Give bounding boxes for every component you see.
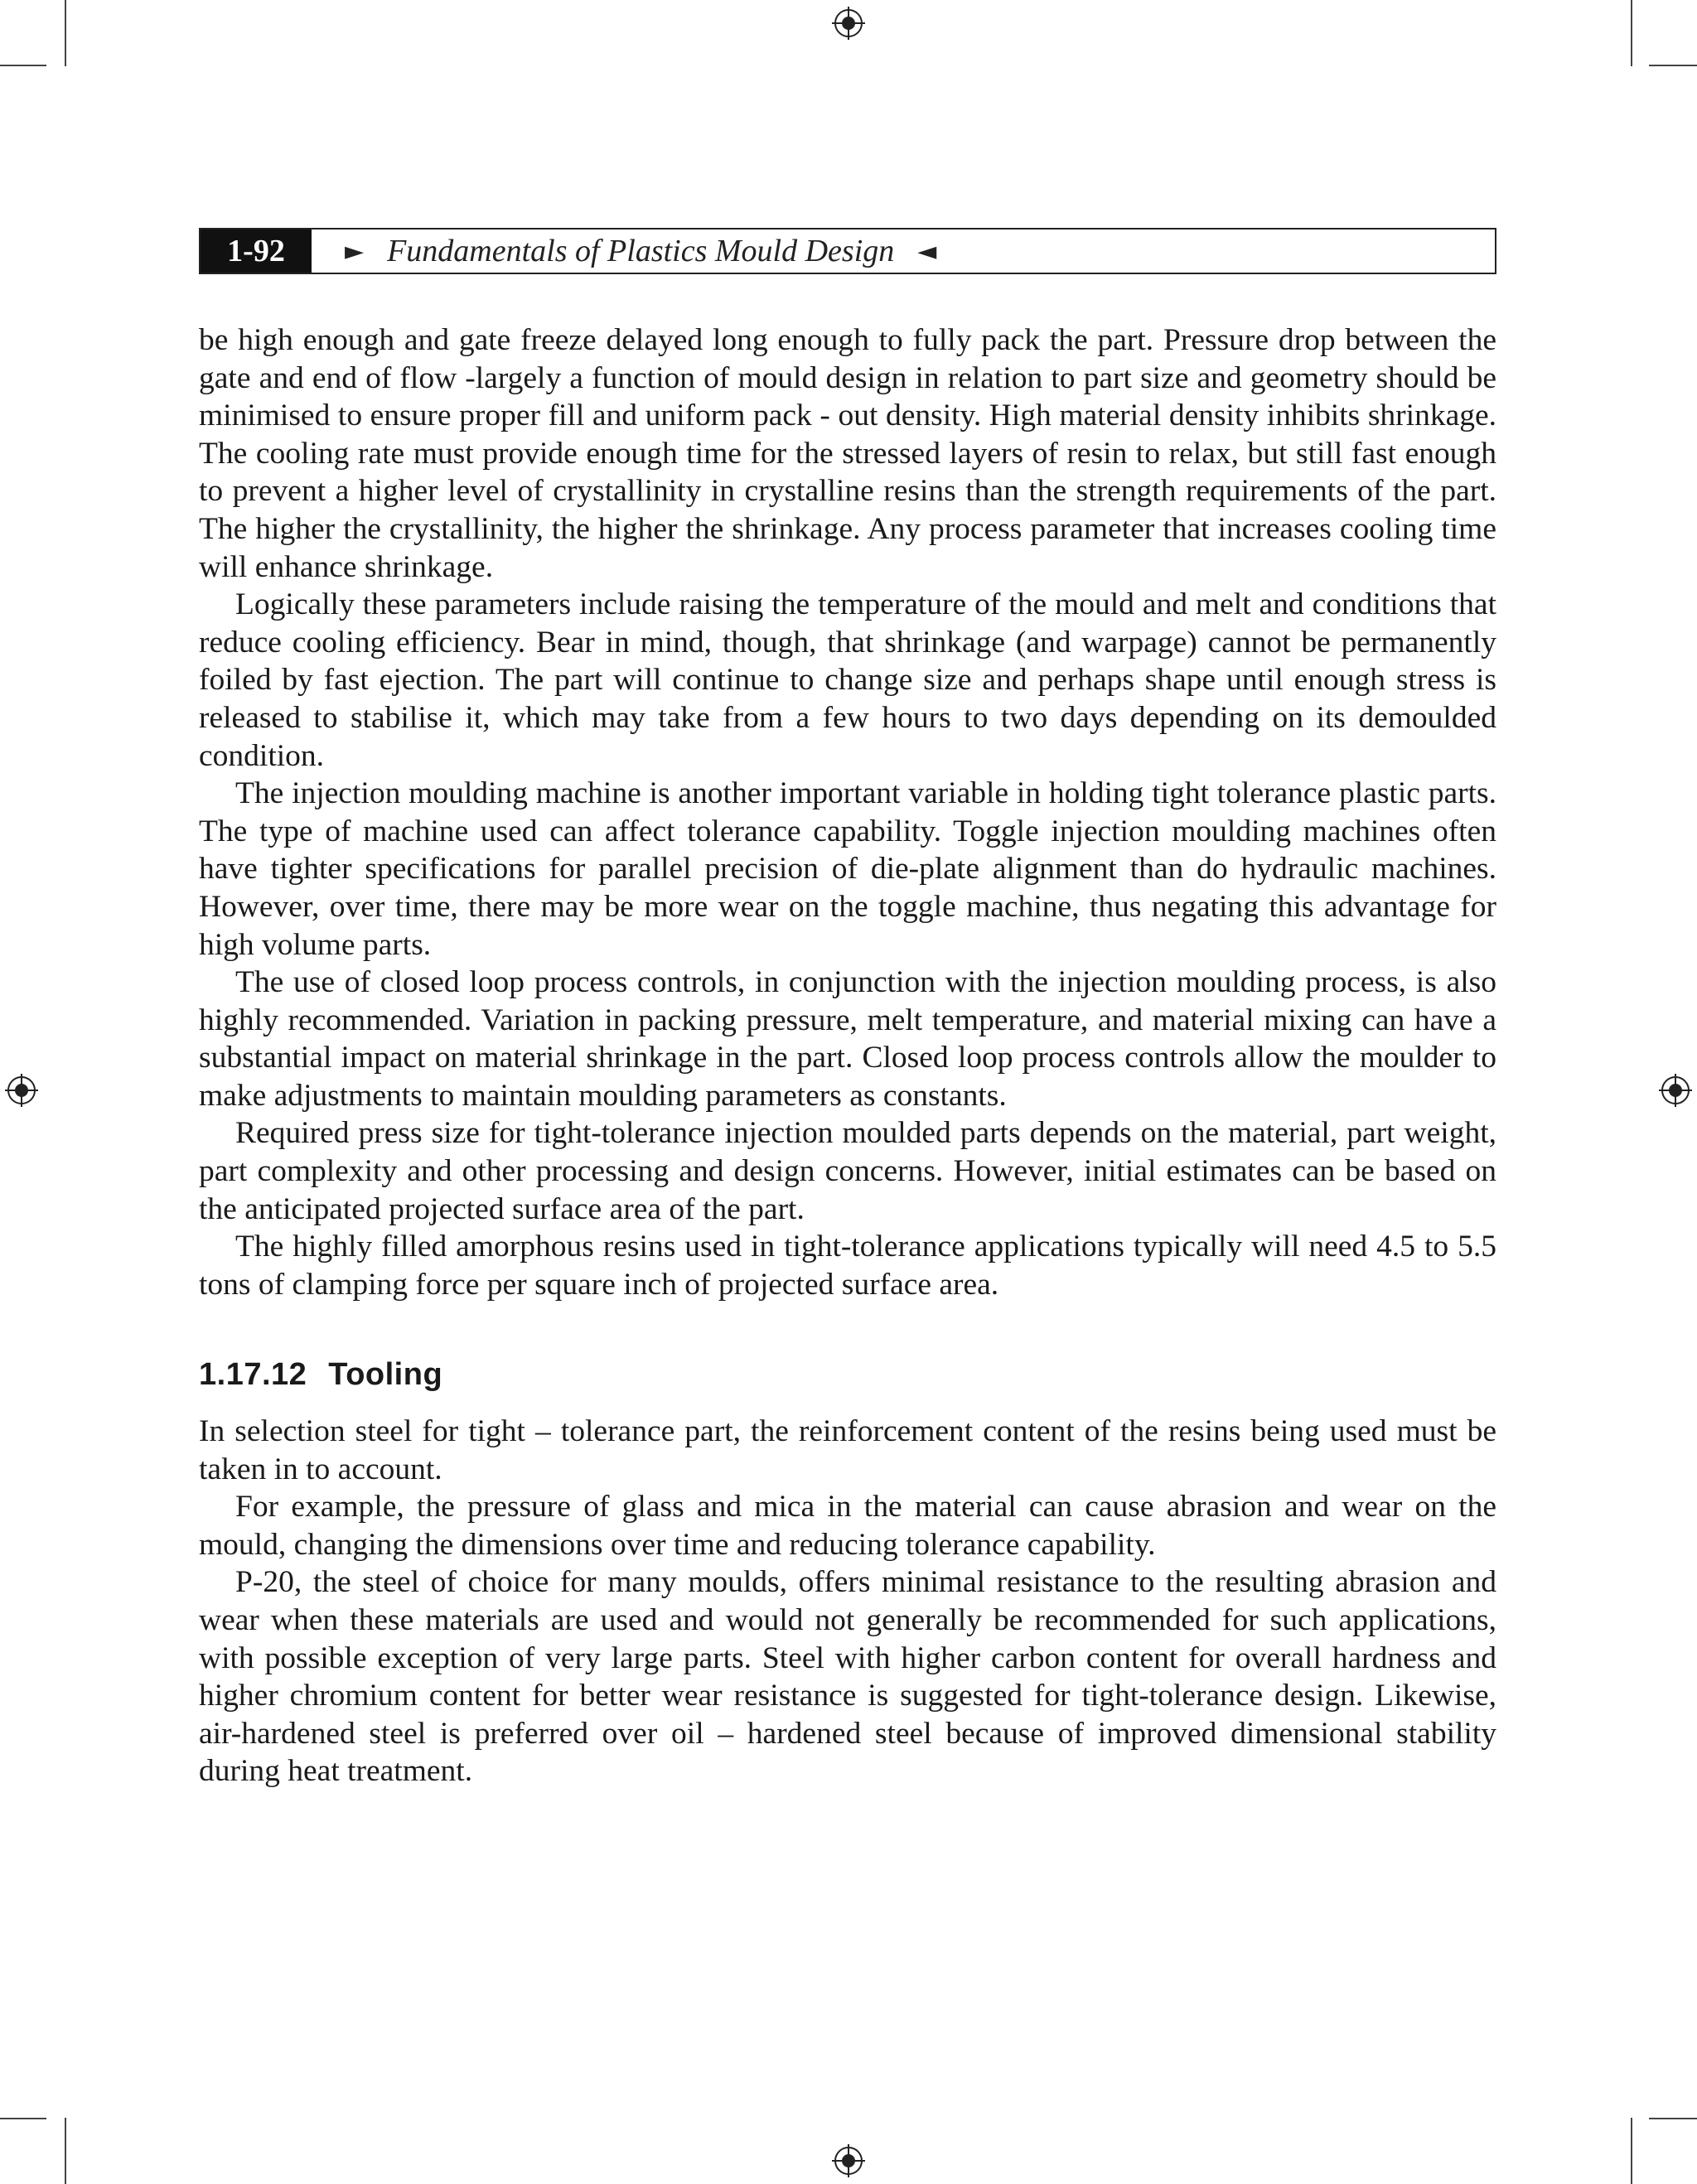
- page-body: [199, 321, 1496, 1790]
- crop-mark-bottom-right-v: [1631, 2118, 1632, 2184]
- registration-mark-top-icon: [832, 7, 865, 40]
- section-heading: [199, 1356, 1496, 1394]
- crop-mark-bottom-left-h: [0, 2118, 46, 2119]
- right-arrow-icon: ►: [345, 236, 365, 266]
- crop-mark-top-left-v: [65, 0, 66, 66]
- paragraph: The injection moulding machine is another important variable in holding tight tolerance plastic parts. The type of machine used can affect tolerance capability. Toggle injection moulding machines often have tighter specifications for parallel precision of die-plate alignment than do hydraulic machines. However, over time, there may be more wear on the toggle machine, thus negating this advantage for high volume parts.: [199, 776, 1496, 962]
- crop-mark-bottom-right-h: [1649, 2118, 1697, 2119]
- paragraph: be high enough and gate freeze delayed long enough to fully pack the part. Pressure drop between the gate and end of flow -largely a function of mould design in relation to part size and geometry should be minimised to ensure proper fill and uniform pack - out density. High material density inhibits shrinkage. The cooling rate must provide enough time for the stressed layers of resin to relax, but still fast enough to prevent a higher level of crystallinity in crystalline resins than the strength requirements of the part. The higher the crystallinity, the higher the shrinkage. Any process parameter that increases cooling time will enhance shrinkage.: [199, 323, 1496, 584]
- crop-mark-bottom-left-v: [65, 2118, 66, 2184]
- paragraph: Logically these parameters include raising the temperature of the mould and melt and conditions that reduce cooling efficiency. Bear in mind, though, that shrinkage (and warpage) cannot be permanently foiled by fast ejection. The part will continue to change size and perhaps shape until enough stress is released to stabilise it, which may take from a few hours to two days depending on its demoulded condition.: [199, 587, 1496, 773]
- registration-mark-bottom-icon: [832, 2144, 865, 2177]
- section-number: 1.17.12: [199, 1357, 307, 1393]
- page-number: 1-92: [201, 230, 312, 273]
- paragraph: In selection steel for tight – tolerance part, the reinforcement content of the resins being used must be taken in to account.: [199, 1414, 1496, 1486]
- paragraph: For example, the pressure of glass and mica in the material can cause abrasion and wear on the mould, changing the dimensions over time and reducing tolerance capability.: [199, 1490, 1496, 1562]
- running-header: [199, 228, 1496, 274]
- registration-mark-left-icon: [5, 1074, 38, 1107]
- left-arrow-icon: ◄: [917, 236, 937, 266]
- registration-mark-right-icon: [1659, 1074, 1692, 1107]
- paragraph: Required press size for tight-tolerance injection moulded parts depends on the material, part weight, part complexity and other processing and design concerns. However, initial estimates can be based on the anticipated projected surface area of the part.: [199, 1116, 1496, 1226]
- section-title: Tooling: [328, 1357, 443, 1393]
- paragraph: The highly filled amorphous resins used in tight-tolerance applications typically will need 4.5 to 5.5 tons of clamping force per square inch of projected surface area.: [199, 1230, 1496, 1302]
- paragraph: P-20, the steel of choice for many moulds, offers minimal resistance to the resulting abrasion and wear when these materials are used and would not generally be recommended for such applications, with possible exception of very large parts. Steel with higher carbon content for overall hardness and higher chromium content for better wear resistance is suggested for tight-tolerance design. Likewise, air-hardened steel is preferred over oil – hardened steel because of improved dimensional stability during heat treatment.: [199, 1565, 1496, 1789]
- paragraph: The use of closed loop process controls, in conjunction with the injection moulding process, is also highly recommended. Variation in packing pressure, melt temperature, and material mixing can have a substantial impact on material shrinkage in the part. Closed loop process controls allow the moulder to make adjustments to maintain moulding parameters as constants.: [199, 965, 1496, 1113]
- crop-mark-top-right-h: [1649, 65, 1697, 66]
- book-title: Fundamentals of Plastics Mould Design: [387, 234, 895, 268]
- crop-mark-top-right-v: [1631, 0, 1632, 66]
- crop-mark-top-left-h: [0, 65, 46, 66]
